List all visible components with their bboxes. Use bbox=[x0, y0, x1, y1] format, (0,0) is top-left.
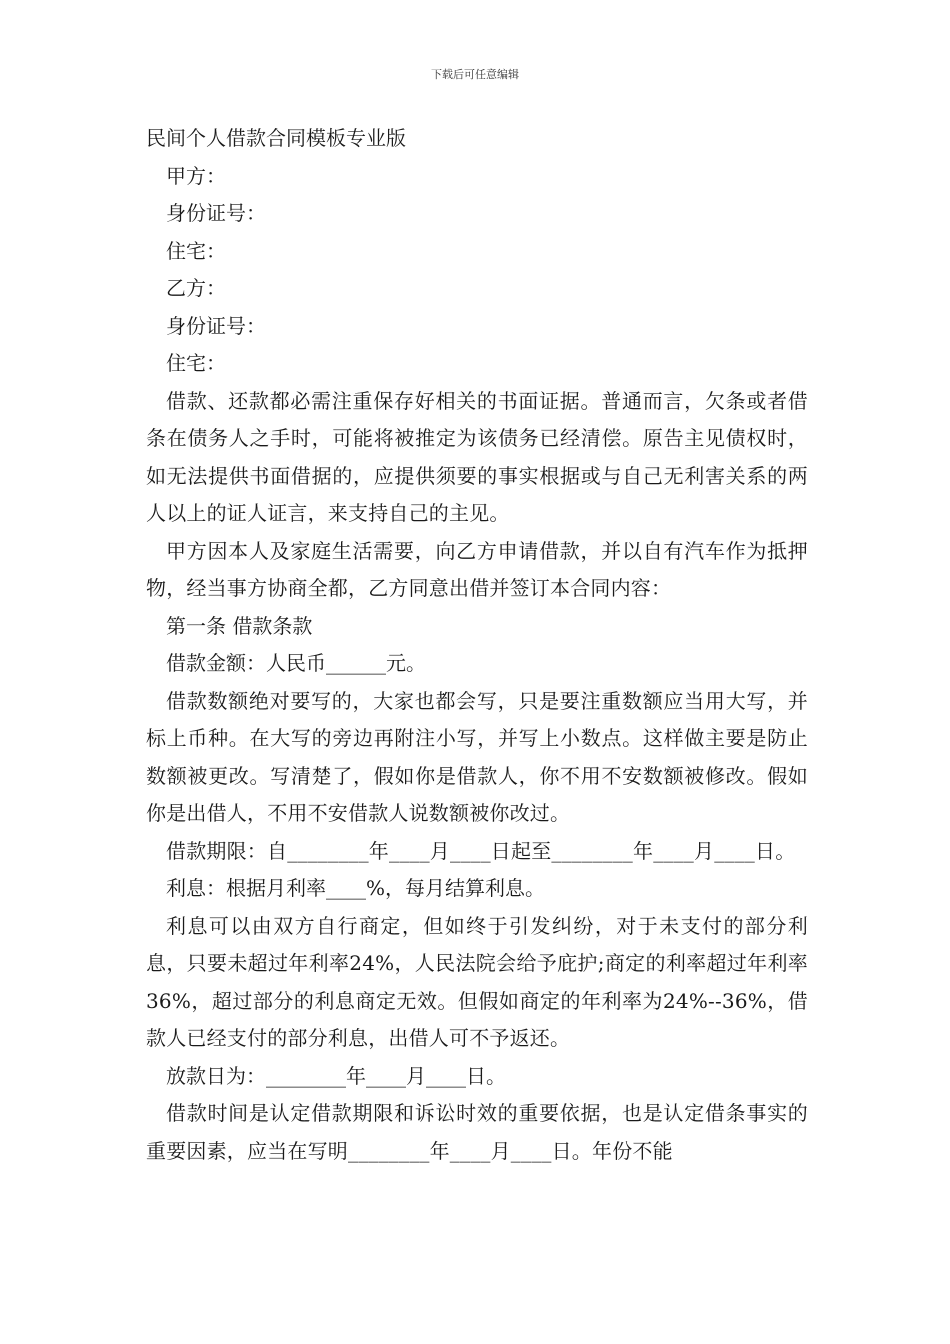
loan-amount-line: 借款金额：人民币______元。 bbox=[166, 651, 426, 675]
release-date-line: 放款日为：________年____月____日。 bbox=[166, 1063, 506, 1088]
purpose-paragraph: 甲方因本人及家庭生活需要，向乙方申请借款，并以自有汽车作为抵押物，经当事方协商全都，乙方同意出借并签订本合同内容： bbox=[146, 538, 808, 600]
party-b-id-label: 身份证号： bbox=[166, 313, 266, 338]
loan-term-line: 借款期限：自________年____月____日起至________年____月____日。 bbox=[166, 838, 796, 863]
party-a-address-label: 住宅： bbox=[166, 238, 226, 263]
document-title: 民间个人借款合同模板专业版 bbox=[146, 126, 406, 150]
party-b-label: 乙方： bbox=[166, 276, 226, 300]
page-header: 下载后可任意编辑 bbox=[431, 68, 519, 81]
party-b-address-label: 住宅： bbox=[166, 351, 226, 375]
interest-note-paragraph: 利息可以由双方自行商定，但如终于引发纠纷，对于未支付的部分利息，只要未超过年利率24%，人民法院会给予庇护;商定的利率超过年利率36%，超过部分的利息商定无效。但假如商定的年利率为24%--36%，借款人已经支付的部分利息，出借人可不予返还。 bbox=[146, 913, 808, 1050]
document-body bbox=[146, 120, 808, 1170]
amount-note-paragraph: 借款数额绝对要写的，大家也都会写，只是要注重数额应当用大写，并标上币种。在大写的旁边再附注小写，并写上小数点。这样做主要是防止数额被更改。写清楚了，假如你是借款人，你不用不安数额被修改。假如你是出借人，不用不安借款人说数额被你改过。 bbox=[146, 688, 808, 825]
party-a-label: 甲方： bbox=[166, 163, 226, 188]
party-a-id-label: 身份证号： bbox=[166, 201, 266, 225]
interest-line: 利息：根据月利率____%，每月结算利息。 bbox=[166, 876, 546, 900]
loan-time-paragraph: 借款时间是认定借款期限和诉讼时效的重要依据，也是认定借条事实的重要因素，应当在写明________年____月____日。年份不能 bbox=[146, 1101, 808, 1163]
article-one-heading: 第一条 借款条款 bbox=[166, 613, 313, 638]
evidence-paragraph: 借款、还款都必需注重保存好相关的书面证据。普通而言，欠条或者借条在债务人之手时，可能将被推定为该债务已经清偿。原告主见债权时，如无法提供书面借据的，应提供须要的事实根据或与自己无利害关系的两人以上的证人证言，来支持自己的主见。 bbox=[146, 388, 808, 525]
